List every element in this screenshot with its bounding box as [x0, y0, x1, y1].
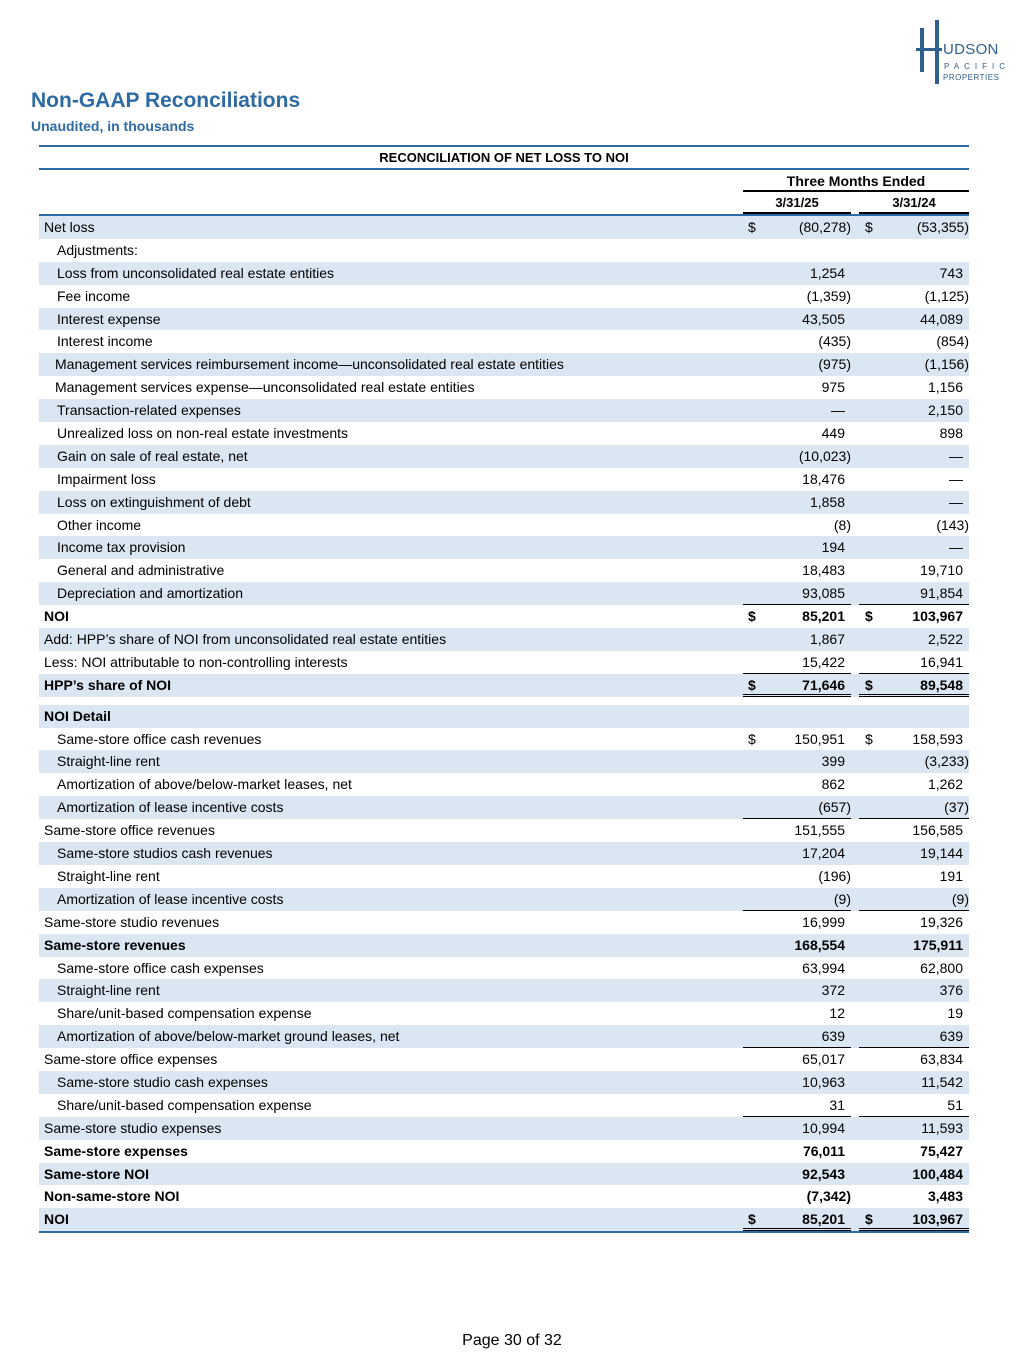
value-current: 150,951	[794, 730, 845, 747]
value-prior: 19	[947, 1005, 963, 1022]
table-row	[39, 888, 969, 911]
value-prior: 51	[947, 1096, 963, 1113]
table-row	[39, 865, 969, 888]
row-label: Interest expense	[57, 310, 161, 327]
value-prior: 11,542	[921, 1073, 963, 1090]
value-prior: 175,911	[913, 936, 963, 953]
detail-section-title: NOI Detail	[44, 707, 111, 724]
currency-symbol: $	[748, 1211, 756, 1228]
table-row	[39, 957, 969, 980]
row-label: Share/unit-based compensation expense	[57, 1005, 312, 1022]
table-row	[39, 376, 969, 399]
value-current: 17,204	[802, 845, 845, 862]
table-row	[39, 514, 969, 537]
value-current: (10,023)	[798, 447, 851, 464]
table-row	[39, 285, 969, 308]
row-label: Fee income	[57, 287, 131, 304]
table-row	[39, 911, 969, 934]
company-logo	[912, 20, 1010, 84]
value-current: (975)	[818, 356, 851, 373]
value-current: 76,011	[802, 1142, 845, 1159]
row-label: Straight-line rent	[57, 753, 160, 770]
table-row	[39, 559, 969, 582]
value-current: —	[831, 402, 845, 419]
currency-symbol: $	[748, 676, 756, 693]
logo-h-mark-icon	[912, 20, 942, 84]
value-prior: —	[949, 470, 963, 487]
table-row	[39, 628, 969, 651]
value-current: (80,278)	[798, 219, 851, 235]
currency-symbol: $	[748, 730, 756, 747]
row-label: Amortization of above/below-market leases, net	[57, 776, 352, 793]
value-current: 18,483	[802, 562, 845, 579]
row-label: Non-same-store NOI	[44, 1188, 180, 1205]
table-row	[39, 330, 969, 353]
currency-symbol: $	[865, 676, 873, 693]
table-row	[39, 1025, 969, 1048]
row-label: Same-store studio revenues	[44, 913, 220, 930]
period-label: Three Months Ended	[743, 170, 969, 192]
value-current: 63,994	[802, 959, 845, 976]
table-row	[39, 979, 969, 1002]
value-prior: —	[949, 539, 963, 556]
row-label: Loss from unconsolidated real estate entities	[57, 264, 335, 281]
value-current: (657)	[818, 799, 851, 816]
row-label: Income tax provision	[57, 539, 186, 556]
value-current: (435)	[818, 333, 851, 350]
page-number: Page 30 of 32	[462, 1332, 562, 1349]
table-row	[39, 239, 969, 262]
column-header-current: 3/31/25	[743, 192, 851, 214]
value-current: 194	[821, 539, 845, 556]
table-row	[39, 399, 969, 422]
row-label: Add: HPP’s share of NOI from unconsolidated real estate entities	[44, 631, 447, 648]
value-current: 71,646	[802, 676, 845, 693]
currency-symbol: $	[865, 1211, 873, 1228]
value-cell-current	[743, 239, 851, 262]
page-title: Non-GAAP Reconciliations	[31, 89, 301, 112]
row-label: Amortization of above/below-market ground leases, net	[57, 1028, 400, 1045]
row-label: Impairment loss	[57, 470, 156, 487]
value-prior: 3,483	[927, 1188, 963, 1205]
value-prior: (854)	[936, 333, 969, 350]
value-prior: 100,484	[912, 1165, 963, 1182]
row-label: Management services reimbursement income—unconsolidated real estate entities	[55, 356, 564, 373]
currency-symbol: $	[865, 608, 873, 625]
page-subtitle: Unaudited, in thousands	[31, 118, 195, 134]
table-row	[39, 491, 969, 514]
logo-text-sub1: PACIFIC	[944, 62, 1010, 71]
row-label: Amortization of lease incentive costs	[57, 799, 284, 816]
logo-text-sub2: PROPERTIES	[943, 73, 1000, 82]
row-label: Less: NOI attributable to non-controlling interests	[44, 653, 348, 670]
value-cell-prior	[859, 239, 969, 262]
value-prior: 898	[939, 425, 963, 442]
section-gap	[39, 697, 969, 705]
value-prior: 156,585	[912, 822, 963, 839]
value-prior: 1,156	[927, 379, 963, 396]
row-label: General and administrative	[57, 562, 225, 579]
row-label: Same-store studio cash expenses	[57, 1073, 268, 1090]
value-prior: 91,854	[920, 585, 963, 602]
table-row	[39, 353, 969, 376]
currency-symbol: $	[865, 730, 873, 747]
table-row	[39, 216, 969, 239]
value-current: 18,476	[802, 470, 845, 487]
value-prior: 44,089	[920, 310, 963, 327]
row-label: Gain on sale of real estate, net	[57, 447, 248, 464]
main-rows	[39, 216, 969, 697]
row-label: Depreciation and amortization	[57, 585, 243, 602]
row-label: Net loss	[44, 219, 95, 235]
value-current: 975	[821, 379, 845, 396]
value-prior: 75,427	[920, 1142, 963, 1159]
table-section-title: RECONCILIATION OF NET LOSS TO NOI	[39, 147, 969, 170]
value-prior: (143)	[936, 516, 969, 533]
table-row	[39, 308, 969, 331]
row-label: HPP’s share of NOI	[44, 676, 172, 693]
detail-rows	[39, 728, 969, 1232]
table-row	[39, 1185, 969, 1208]
row-label: Unrealized loss on non-real estate investments	[57, 425, 349, 442]
value-prior: —	[949, 447, 963, 464]
value-prior: 19,144	[920, 845, 963, 862]
table-row	[39, 1117, 969, 1140]
value-prior: (9)	[951, 890, 969, 907]
value-current: 151,555	[794, 822, 845, 839]
value-prior: 2,522	[927, 631, 963, 648]
row-label: Management services expense—unconsolidated real estate entities	[55, 379, 475, 396]
row-label: Same-store NOI	[44, 1165, 150, 1182]
table-row	[39, 582, 969, 605]
value-current: 85,201	[802, 608, 845, 625]
table-row	[39, 651, 969, 674]
value-current: 10,963	[802, 1073, 845, 1090]
table-row	[39, 796, 969, 819]
value-current: (9)	[833, 890, 851, 907]
table-row	[39, 1140, 969, 1163]
table-row	[39, 1208, 969, 1231]
value-current: (196)	[818, 867, 851, 884]
value-current: 85,201	[802, 1211, 845, 1228]
detail-section-header	[39, 705, 969, 728]
row-label: Same-store office revenues	[44, 822, 215, 839]
row-label: NOI	[44, 1211, 69, 1228]
value-prior: (1,125)	[924, 287, 969, 304]
value-current: 93,085	[802, 585, 845, 602]
table-row	[39, 1094, 969, 1117]
table-row	[39, 1071, 969, 1094]
value-current: 43,505	[802, 310, 845, 327]
value-current: (8)	[833, 516, 851, 533]
row-label: Other income	[57, 516, 142, 533]
value-prior: (3,233)	[924, 753, 969, 770]
row-label: Same-store studios cash revenues	[57, 845, 273, 862]
value-prior: (37)	[944, 799, 969, 816]
value-current: 65,017	[802, 1051, 845, 1068]
value-current: 399	[821, 753, 845, 770]
value-prior: (53,355)	[916, 219, 969, 235]
row-label: Adjustments:	[57, 241, 138, 258]
table-row	[39, 842, 969, 865]
table-row	[39, 1048, 969, 1071]
table-row	[39, 773, 969, 796]
value-prior: 16,941	[920, 653, 963, 670]
value-current: 1,867	[809, 631, 845, 648]
value-prior: 103,967	[912, 608, 963, 625]
logo-text-main: UDSON	[943, 41, 999, 58]
value-prior: 376	[939, 982, 963, 999]
row-label: Same-store office cash expenses	[57, 959, 264, 976]
row-label: Same-store revenues	[44, 936, 186, 953]
table-row	[39, 536, 969, 559]
value-prior: 11,593	[921, 1119, 963, 1136]
value-current: (7,342)	[806, 1188, 851, 1205]
row-label: Same-store office cash revenues	[57, 730, 262, 747]
currency-symbol: $	[865, 219, 873, 235]
row-label: Share/unit-based compensation expense	[57, 1096, 312, 1113]
value-prior: 158,593	[912, 730, 963, 747]
value-prior: 639	[939, 1028, 963, 1045]
value-prior: 19,710	[920, 562, 963, 579]
value-current: 15,422	[802, 653, 845, 670]
value-current: 862	[821, 776, 845, 793]
table-row	[39, 934, 969, 957]
table-row	[39, 728, 969, 751]
value-current: 12	[829, 1005, 845, 1022]
value-prior: (1,156)	[924, 356, 969, 373]
row-label: Amortization of lease incentive costs	[57, 890, 284, 907]
value-prior: 62,800	[920, 959, 963, 976]
value-prior: 191	[939, 867, 963, 884]
value-current: 168,554	[794, 936, 845, 953]
row-label: NOI	[44, 608, 69, 625]
value-current: 1,254	[809, 264, 845, 281]
value-current: 1,858	[809, 493, 845, 510]
currency-symbol: $	[748, 608, 756, 625]
value-prior: 63,834	[920, 1051, 963, 1068]
value-prior: 103,967	[912, 1211, 963, 1228]
row-label: Loss on extinguishment of debt	[57, 493, 251, 510]
table-row	[39, 445, 969, 468]
value-current: 92,543	[802, 1165, 845, 1182]
value-current: 372	[821, 982, 845, 999]
table-row	[39, 262, 969, 285]
table-row	[39, 750, 969, 773]
row-label: Same-store office expenses	[44, 1051, 218, 1068]
row-label: Same-store studio expenses	[44, 1119, 222, 1136]
table-row	[39, 674, 969, 697]
table-row	[39, 1163, 969, 1186]
currency-symbol: $	[748, 219, 756, 235]
column-header-row	[39, 192, 969, 216]
column-header-prior: 3/31/24	[859, 192, 969, 214]
row-label: Transaction-related expenses	[57, 402, 241, 419]
value-current: 639	[821, 1028, 845, 1045]
value-prior: —	[949, 493, 963, 510]
value-current: 449	[821, 425, 845, 442]
table-row	[39, 468, 969, 491]
row-label: Interest income	[57, 333, 153, 350]
value-prior: 2,150	[927, 402, 963, 419]
row-label: Straight-line rent	[57, 982, 160, 999]
period-header	[39, 170, 969, 192]
value-current: 10,994	[802, 1119, 845, 1136]
value-prior: 1,262	[927, 776, 963, 793]
value-prior: 89,548	[920, 676, 963, 693]
value-current: 31	[829, 1096, 845, 1113]
value-current: (1,359)	[806, 287, 851, 304]
table-row	[39, 605, 969, 628]
reconciliation-table	[39, 145, 969, 1233]
row-label: Same-store expenses	[44, 1142, 188, 1159]
value-prior: 743	[939, 264, 963, 281]
row-label: Straight-line rent	[57, 867, 160, 884]
value-prior: 19,326	[920, 913, 963, 930]
table-bottom-rule	[39, 1231, 969, 1233]
table-row	[39, 422, 969, 445]
value-current: 16,999	[802, 913, 845, 930]
table-row	[39, 819, 969, 842]
table-row	[39, 1002, 969, 1025]
